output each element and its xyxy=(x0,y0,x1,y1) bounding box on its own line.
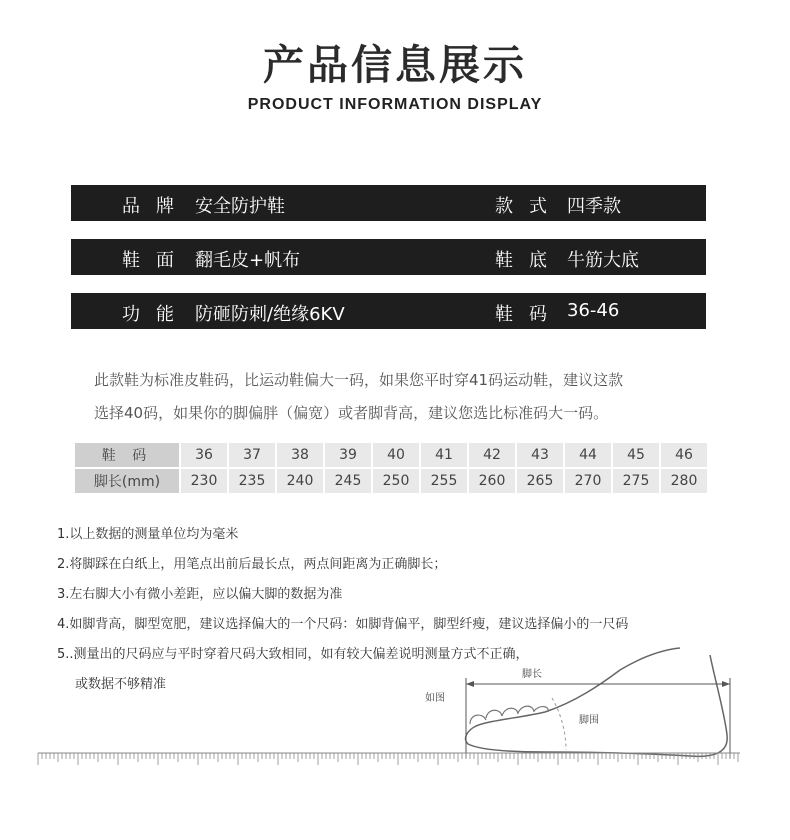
foot-measure-diagram xyxy=(0,640,790,840)
length-cell: 230 xyxy=(181,469,227,493)
size-cell: 36 xyxy=(181,443,227,467)
size-note-line-1: 此款鞋为标准皮鞋码，比运动鞋偏大一码，如果您平时穿41码运动鞋，建议这款 xyxy=(94,371,624,389)
length-cell: 280 xyxy=(661,469,707,493)
size-cell: 38 xyxy=(277,443,323,467)
size-label: 鞋码 xyxy=(495,304,563,325)
length-cell: 240 xyxy=(277,469,323,493)
shoe-size-header: 鞋 码 xyxy=(75,443,179,467)
size-cell: 43 xyxy=(517,443,563,467)
size-cell: 44 xyxy=(565,443,611,467)
length-cell: 245 xyxy=(325,469,371,493)
length-cell: 265 xyxy=(517,469,563,493)
style-label: 款式 xyxy=(495,196,563,217)
size-cell: 46 xyxy=(661,443,707,467)
rule-item: 1.以上数据的测量单位均为毫米 xyxy=(57,527,239,542)
info-bar-3 xyxy=(71,293,706,329)
length-cell: 250 xyxy=(373,469,419,493)
size-cell: 37 xyxy=(229,443,275,467)
size-cell: 42 xyxy=(469,443,515,467)
length-cell: 260 xyxy=(469,469,515,493)
style-value: 四季款 xyxy=(567,196,621,217)
page-title: 产品信息展示 xyxy=(263,41,527,89)
length-cell: 275 xyxy=(613,469,659,493)
foot-length-row xyxy=(75,469,707,493)
figure-label: 如图 xyxy=(425,693,445,704)
info-bar-1 xyxy=(71,185,706,221)
size-cell: 39 xyxy=(325,443,371,467)
foot-outline-illustration xyxy=(466,648,728,756)
sole-value: 牛筋大底 xyxy=(567,250,639,271)
rule-item: 2.将脚踩在白纸上，用笔点出前后最长点，两点间距离为正确脚长； xyxy=(57,557,447,572)
brand-label: 品牌 xyxy=(122,196,190,217)
size-cell: 45 xyxy=(613,443,659,467)
brand-value: 安全防护鞋 xyxy=(195,196,285,217)
rule-item: 5..测量出的尺码应与平时穿着尺码大致相同，如有较大偏差说明测量方式不正确， xyxy=(57,647,529,662)
foot-girth-label: 脚围 xyxy=(579,715,599,726)
rule-item: 或数据不够精准 xyxy=(75,677,167,692)
info-bar-2 xyxy=(71,239,706,275)
function-value: 防砸防刺/绝缘6KV xyxy=(195,304,345,325)
foot-length-label: 脚长 xyxy=(522,669,542,680)
rule-item: 3.左右脚大小有微小差距，应以偏大脚的数据为准 xyxy=(57,587,343,602)
sole-label: 鞋底 xyxy=(495,250,563,271)
page-subtitle: PRODUCT INFORMATION DISPLAY xyxy=(247,96,543,113)
rule-item: 4.如脚背高，脚型宽肥，建议选择偏大的一个尺码：如脚背偏平，脚型纤瘦，建议选择偏小的一尺码 xyxy=(57,617,629,632)
size-cell: 41 xyxy=(421,443,467,467)
size-cell: 40 xyxy=(373,443,419,467)
length-cell: 235 xyxy=(229,469,275,493)
length-cell: 255 xyxy=(421,469,467,493)
upper-label: 鞋面 xyxy=(122,250,190,271)
ruler-ticks xyxy=(38,753,738,765)
foot-length-header: 脚长(mm) xyxy=(75,469,179,493)
upper-value: 翻毛皮+帆布 xyxy=(195,250,301,271)
size-chart-table xyxy=(73,441,709,495)
function-label: 功能 xyxy=(122,304,190,325)
shoe-size-row xyxy=(75,443,707,467)
size-note-line-2: 选择40码，如果你的脚偏胖（偏宽）或者脚背高，建议您选比标准码大一码。 xyxy=(94,404,609,422)
size-value: 36-46 xyxy=(567,300,620,321)
length-cell: 270 xyxy=(565,469,611,493)
